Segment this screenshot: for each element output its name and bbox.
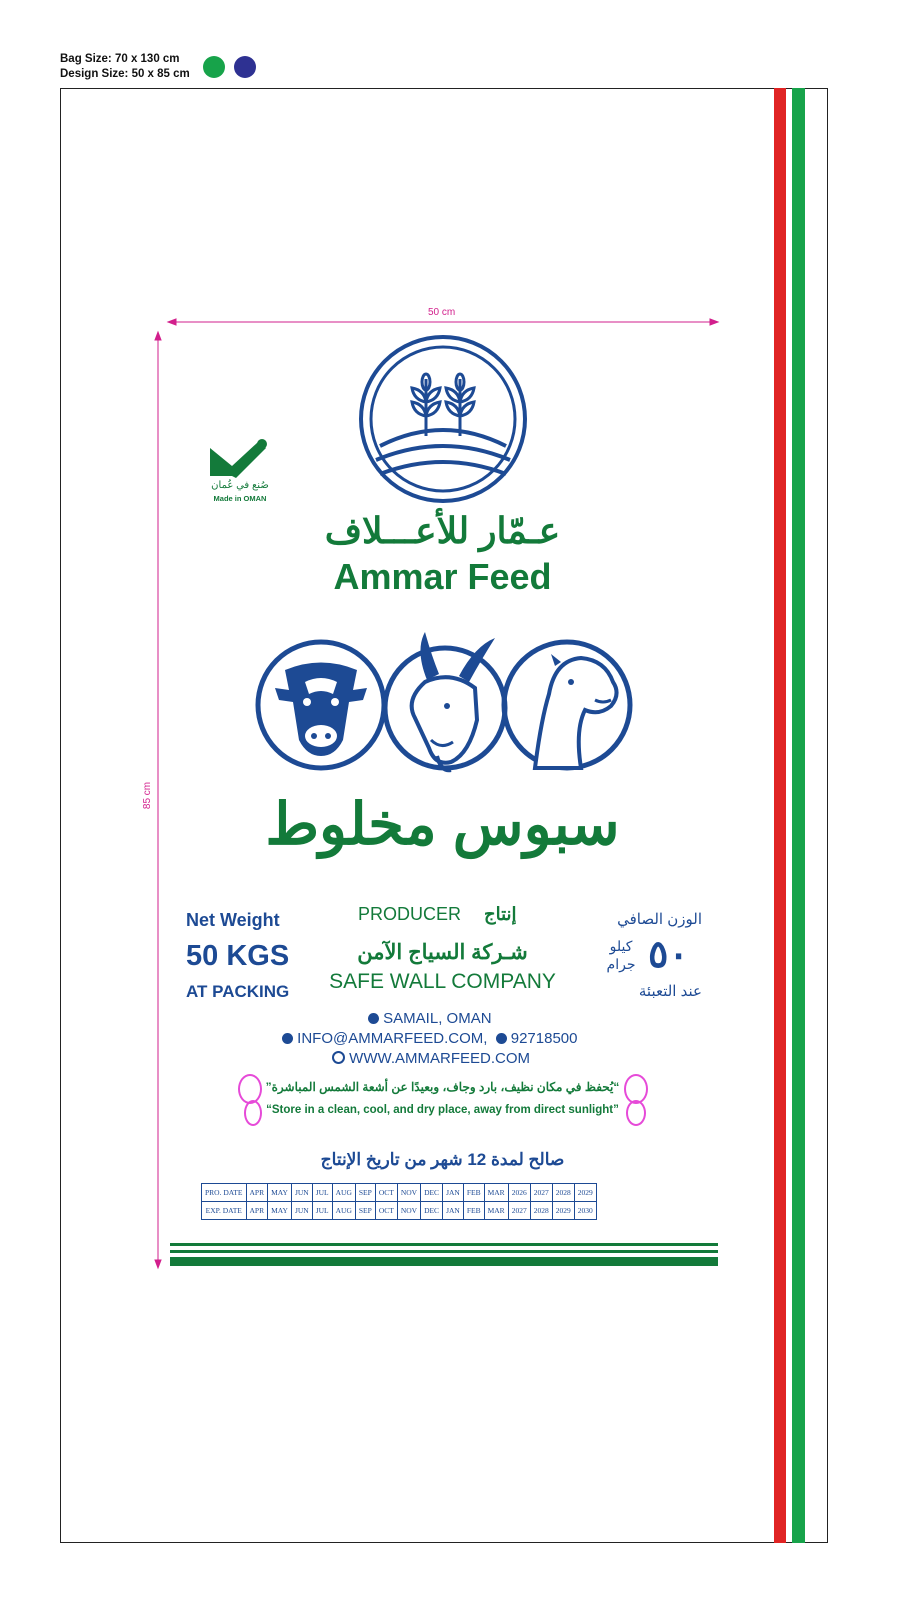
table-cell: OCT <box>375 1202 397 1220</box>
width-dimension-label: 50 cm <box>428 307 456 318</box>
bottom-thick-bar <box>170 1257 718 1266</box>
table-cell: MAR <box>484 1184 508 1202</box>
red-stripe <box>774 88 786 1543</box>
production-date-row <box>202 1184 597 1202</box>
storage-instructions-arabic: “يُحفظ في مكان نظيف، بارد وجاف، وبعيدًا عن أشعة الشمس المباشرة” <box>265 1080 620 1094</box>
table-cell: 2027 <box>508 1202 530 1220</box>
table-cell: 2026 <box>508 1184 530 1202</box>
table-cell: 2028 <box>552 1184 574 1202</box>
table-cell: SEP <box>355 1202 375 1220</box>
made-in-oman-arabic: صُنع في عُمان <box>211 480 269 491</box>
net-weight-label: Net Weight <box>186 910 280 930</box>
website-text: WWW.AMMARFEED.COM <box>349 1050 530 1067</box>
net-weight-value: 50 KGS <box>186 940 290 972</box>
at-packing-label: AT PACKING <box>186 982 290 1001</box>
producer-heading-arabic: إنتاج <box>484 904 517 924</box>
producer-heading: PRODUCER <box>358 904 462 924</box>
expiry-date-row <box>202 1202 597 1220</box>
made-in-oman-english: Made in OMAN <box>213 494 267 503</box>
unit-kilo-arabic: كيلو <box>609 938 633 954</box>
table-cell: FEB <box>463 1184 484 1202</box>
annotation-circle-left-2 <box>244 1100 262 1126</box>
location-line <box>368 1010 492 1027</box>
table-cell: SEP <box>355 1184 375 1202</box>
product-name-arabic: سبوس مخلوط <box>265 792 620 857</box>
table-cell: DEC <box>421 1184 443 1202</box>
bottom-thin-bar-2 <box>170 1250 718 1253</box>
table-cell: DEC <box>421 1202 443 1220</box>
bottom-thin-bar <box>170 1243 718 1246</box>
table-cell: EXP. DATE <box>202 1202 247 1220</box>
brand-name-english: Ammar Feed <box>333 556 552 597</box>
table-cell: MAY <box>268 1184 292 1202</box>
table-cell: 2029 <box>574 1184 596 1202</box>
table-cell: JUL <box>312 1202 332 1220</box>
table-cell: APR <box>246 1202 268 1220</box>
table-cell: JUN <box>291 1184 312 1202</box>
net-weight-value-arabic: ٥٠ <box>648 934 689 976</box>
height-dimension-label: 85 cm <box>142 781 154 810</box>
table-cell: MAR <box>484 1202 508 1220</box>
livestock-illustration <box>255 630 635 776</box>
company-name-arabic: شـركة السياج الآمن <box>357 941 528 964</box>
location-icon <box>368 1013 379 1024</box>
goat-icon <box>385 632 505 770</box>
made-in-oman-icon <box>208 436 270 480</box>
email-text: INFO@AMMARFEED.COM, <box>297 1030 488 1047</box>
table-cell: JUN <box>291 1202 312 1220</box>
table-cell: 2029 <box>552 1202 574 1220</box>
at-packing-label-arabic: عند التعبئة <box>638 983 702 1000</box>
table-cell: MAY <box>268 1202 292 1220</box>
table-cell: OCT <box>375 1184 397 1202</box>
table-cell: 2030 <box>574 1202 596 1220</box>
table-cell: 2027 <box>530 1184 552 1202</box>
validity-statement-arabic: صالح لمدة 12 شهر من تاريخ الإنتاج <box>320 1150 565 1169</box>
email-icon <box>282 1033 293 1044</box>
net-weight-label-arabic: الوزن الصافي <box>617 911 702 928</box>
cow-icon <box>258 642 384 768</box>
company-name-english: SAFE WALL COMPANY <box>329 970 556 993</box>
green-color-swatch <box>203 56 225 78</box>
table-cell: PRO. DATE <box>202 1184 247 1202</box>
brand-name-arabic: عـمّار للأعـــلاف <box>324 510 561 551</box>
production-expiry-date-table <box>201 1183 597 1220</box>
table-cell: JAN <box>443 1184 464 1202</box>
wheat-logo-icon <box>358 334 528 504</box>
table-cell: APR <box>246 1184 268 1202</box>
table-cell: NOV <box>397 1202 420 1220</box>
table-cell: AUG <box>332 1184 355 1202</box>
design-size-label: Design Size: 50 x 85 cm <box>60 68 190 80</box>
blue-color-swatch <box>234 56 256 78</box>
bag-size-label: Bag Size: 70 x 130 cm <box>60 53 180 65</box>
web-icon <box>332 1051 345 1064</box>
phone-icon <box>496 1033 507 1044</box>
table-cell: JAN <box>443 1202 464 1220</box>
storage-instructions-english: “Store in a clean, cool, and dry place, away from direct sunlight” <box>266 1104 619 1116</box>
table-cell: 2028 <box>530 1202 552 1220</box>
camel-icon <box>504 642 630 768</box>
annotation-circle-right-2 <box>626 1100 646 1126</box>
table-cell: FEB <box>463 1202 484 1220</box>
table-cell: NOV <box>397 1184 420 1202</box>
green-stripe <box>792 88 805 1543</box>
unit-gram-arabic: جرام <box>606 956 636 972</box>
contact-line <box>282 1030 578 1047</box>
phone-text: 92718500 <box>510 1030 578 1047</box>
website-line <box>332 1050 530 1067</box>
table-cell: AUG <box>332 1202 355 1220</box>
table-cell: JUL <box>312 1184 332 1202</box>
location-text: SAMAIL, OMAN <box>383 1010 492 1027</box>
